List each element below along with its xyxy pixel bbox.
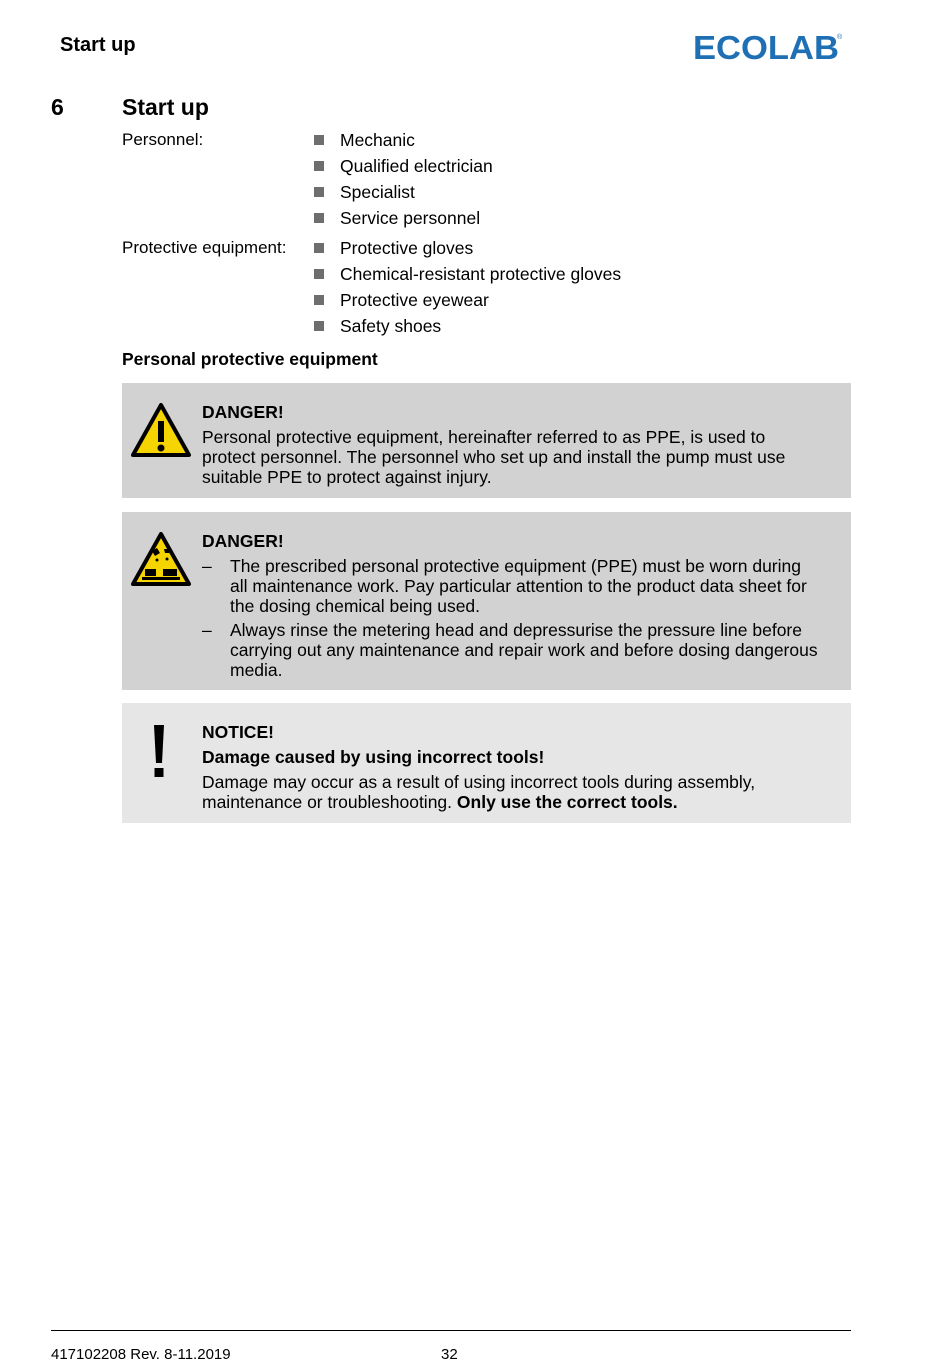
bullet-square-icon bbox=[314, 213, 324, 223]
bullet-square-icon bbox=[314, 321, 324, 331]
protective-equipment-list bbox=[314, 235, 621, 339]
danger-keyword: DANGER! bbox=[202, 402, 284, 422]
list-item: Safety shoes bbox=[314, 313, 621, 339]
section-number: 6 bbox=[51, 94, 64, 120]
list-item: Mechanic bbox=[314, 127, 493, 153]
footer-divider bbox=[51, 1330, 851, 1331]
bullet-square-icon bbox=[314, 187, 324, 197]
exclamation-icon bbox=[152, 725, 166, 779]
danger-keyword: DANGER! bbox=[202, 531, 284, 551]
notice-text: Damage may occur as a result of using incorrect tools during assembly, maintenance or troubleshooting. Only use the correct tools. bbox=[202, 772, 756, 812]
personnel-label: Personnel: bbox=[122, 130, 204, 149]
corrosive-hazard-icon bbox=[130, 531, 192, 587]
list-item: Service personnel bbox=[314, 205, 493, 231]
warning-triangle-icon bbox=[130, 402, 192, 458]
dash-marker: – bbox=[202, 556, 212, 576]
list-item: Protective eyewear bbox=[314, 287, 621, 313]
ecolab-logo bbox=[693, 29, 843, 63]
danger-box-general bbox=[122, 383, 851, 498]
bullet-square-icon bbox=[314, 243, 324, 253]
svg-text:®: ® bbox=[837, 34, 843, 41]
notice-emphasis: Only use the correct tools. bbox=[456, 792, 678, 812]
list-item: Chemical-resistant protective gloves bbox=[314, 261, 621, 287]
danger-text: Personal protective equipment, hereinafter referred to as PPE, is used to protect personnel. The personnel who set up and install the pump must use suitable PPE to protect against injury. bbox=[202, 427, 786, 487]
danger-box-chemical bbox=[122, 512, 851, 690]
svg-text:ECOLAB: ECOLAB bbox=[693, 29, 839, 63]
dash-marker: – bbox=[202, 620, 212, 640]
personnel-list bbox=[314, 127, 493, 231]
section-title: Start up bbox=[122, 94, 209, 120]
list-item: Specialist bbox=[314, 179, 493, 205]
bullet-square-icon bbox=[314, 295, 324, 305]
list-item: Protective gloves bbox=[314, 235, 621, 261]
notice-keyword: NOTICE! bbox=[202, 722, 274, 742]
bullet-square-icon bbox=[314, 161, 324, 171]
list-item: – Always rinse the metering head and depressurise the pressure line before carrying out any maintenance and repair work and before dosing dangerous media. bbox=[202, 620, 818, 680]
document-reference: 417102208 Rev. 8-11.2019 bbox=[51, 1346, 231, 1363]
list-item: Qualified electrician bbox=[314, 153, 493, 179]
ppe-heading: Personal protective equipment bbox=[122, 349, 378, 369]
bullet-square-icon bbox=[314, 135, 324, 145]
running-header: Start up bbox=[60, 34, 136, 56]
protective-equipment-label: Protective equipment: bbox=[122, 238, 287, 257]
bullet-square-icon bbox=[314, 269, 324, 279]
notice-subtitle: Damage caused by using incorrect tools! bbox=[202, 747, 545, 767]
page-number: 32 bbox=[441, 1346, 458, 1363]
list-item: – The prescribed personal protective equipment (PPE) must be worn during all maintenance work. Pay particular attention to the product data sheet for the dosing chemical being used. bbox=[202, 556, 807, 616]
notice-box bbox=[122, 703, 851, 823]
